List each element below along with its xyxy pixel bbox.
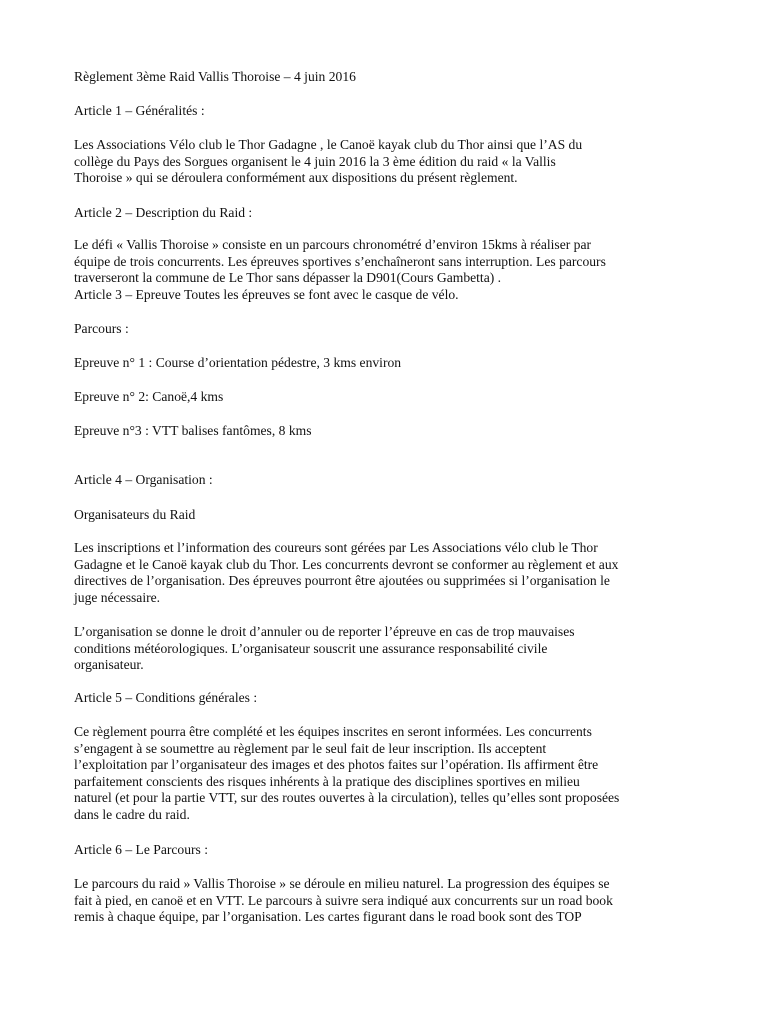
text-line: naturel (et pour la partie VTT, sur des routes ouvertes à la circulation), telles qu’elles sont proposées: [74, 790, 620, 805]
article-4-paragraph-2: [74, 624, 714, 674]
article-5-heading: Article 5 – Conditions générales :: [74, 690, 258, 705]
text-line: Les inscriptions et l’information des coureurs sont gérées par Les Associations vélo club le Thor: [74, 540, 598, 555]
article-6-heading: Article 6 – Le Parcours :: [74, 842, 209, 857]
article-4-paragraph-1: [74, 540, 714, 606]
article-1-paragraph: [74, 137, 714, 187]
text-line: équipe de trois concurrents. Les épreuves sportives s’enchaîneront sans interruption. Les parcours: [74, 253, 606, 269]
text-line: parfaitement conscients des risques inhérents à la pratique des disciplines sportives en milieu: [74, 773, 580, 789]
epreuve-1: Epreuve n° 1 : Course d’orientation pédestre, 3 kms environ: [74, 355, 402, 370]
article-1-heading: Article 1 – Généralités :: [74, 103, 205, 118]
text-line: dans le cadre du raid.: [74, 806, 190, 822]
text-line: Gadagne et le Canoë kayak club du Thor. Les concurrents devront se conformer au règlement et aux: [74, 556, 619, 572]
text-line: L’organisation se donne le droit d’annuler ou de reporter l’épreuve en cas de trop mauvaises: [74, 624, 575, 639]
text-line: organisateur.: [74, 657, 144, 672]
parcours-heading: Parcours :: [74, 321, 129, 336]
text-line: directives de l’organisation. Des épreuves pourront être ajoutées ou supprimées si l’organisation le: [74, 573, 610, 588]
text-line: Article 3 – Epreuve Toutes les épreuves se font avec le casque de vélo.: [74, 286, 459, 302]
text-line: juge nécessaire.: [74, 589, 161, 605]
epreuve-3: Epreuve n°3 : VTT balises fantômes, 8 kms: [74, 423, 312, 438]
text-line: remis à chaque équipe, par l’organisation. Les cartes figurant dans le road book sont des TOP: [74, 909, 582, 924]
text-line: Le parcours du raid » Vallis Thoroise » se déroule en milieu naturel. La progression des équipes se: [74, 876, 610, 891]
epreuve-2: Epreuve n° 2: Canoë,4 kms: [74, 389, 224, 404]
article-6-paragraph: [74, 876, 714, 926]
document-title: Règlement 3ème Raid Vallis Thoroise – 4 juin 2016: [74, 69, 356, 84]
text-line: Les Associations Vélo club le Thor Gadagne , le Canoë kayak club du Thor ainsi que l’AS du: [74, 137, 583, 152]
text-line: collège du Pays des Sorgues organisent le 4 juin 2016 la 3 ème édition du raid « la Vallis: [74, 153, 556, 169]
article-5-paragraph: [74, 724, 714, 823]
organisateurs-heading: Organisateurs du Raid: [74, 507, 196, 522]
text-line: Le défi « Vallis Thoroise » consiste en un parcours chronométré d’environ 15kms à réaliser par: [74, 237, 592, 252]
text-line: l’exploitation par l’organisateur des images et des photos faites sur l’opération. Ils affirment être: [74, 757, 599, 772]
text-line: traverseront la commune de Le Thor sans dépasser la D901(Cours Gambetta) .: [74, 270, 502, 285]
article-2-heading: Article 2 – Description du Raid :: [74, 205, 253, 220]
text-line: Ce règlement pourra être complété et les équipes inscrites en seront informées. Les concurrents: [74, 724, 592, 739]
article-2-paragraph: [74, 237, 714, 303]
text-line: conditions météorologiques. L’organisateur souscrit une assurance responsabilité civile: [74, 640, 548, 656]
text-line: Thoroise » qui se déroulera conformément aux dispositions du présent règlement.: [74, 170, 518, 185]
article-4-heading: Article 4 – Organisation :: [74, 472, 213, 487]
text-line: fait à pied, en canoë et en VTT. Le parcours à suivre sera indiqué aux concurrents sur un road book: [74, 892, 613, 908]
text-line: s’engagent à se soumettre au règlement par le seul fait de leur inscription. Ils acceptent: [74, 740, 547, 756]
